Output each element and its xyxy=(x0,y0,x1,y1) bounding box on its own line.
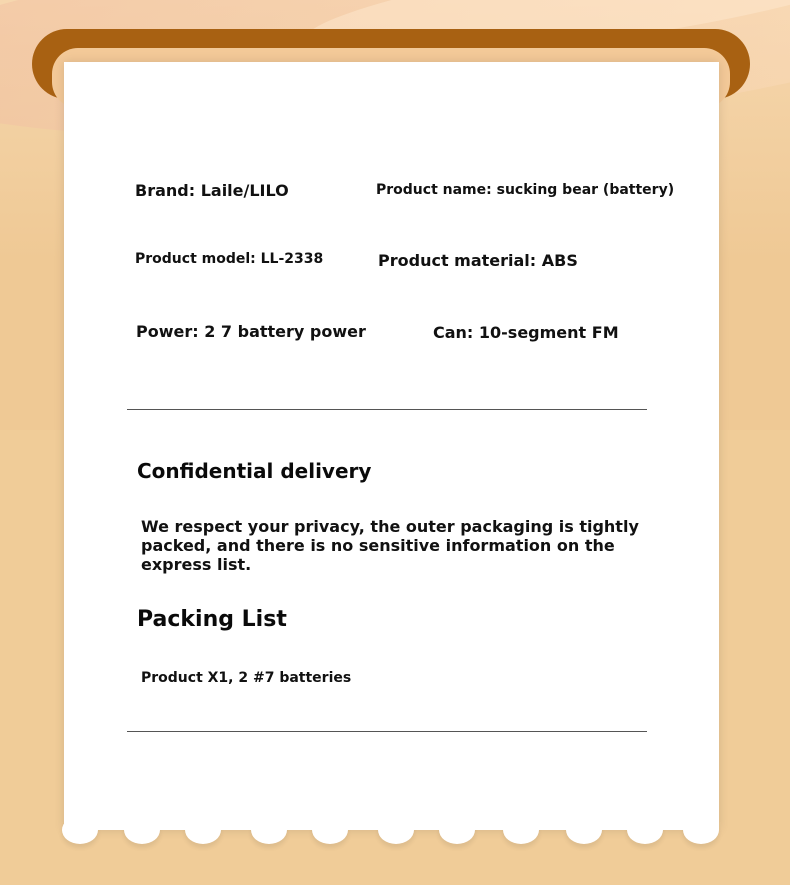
spec-product-name: Product name: sucking bear (battery) xyxy=(376,182,675,198)
spec-card xyxy=(64,62,719,830)
spec-can: Can: 10-segment FM xyxy=(433,323,619,342)
packing-heading: Packing List xyxy=(137,607,287,632)
spec-product-model: Product model: LL-2338 xyxy=(135,251,324,267)
spec-product-material: Product material: ABS xyxy=(378,251,578,270)
confidential-text: We respect your privacy, the outer packaging is tightly packed, and there is no sensitive information on the express list. xyxy=(141,517,639,574)
packing-text: Product X1, 2 #7 batteries xyxy=(141,670,352,686)
spec-brand: Brand: Laile/LILO xyxy=(135,181,289,200)
card-bottom-edge xyxy=(64,810,719,830)
spec-power: Power: 2 7 battery power xyxy=(136,322,366,341)
divider-bottom xyxy=(127,731,647,732)
divider-top xyxy=(127,409,647,410)
confidential-heading: Confidential delivery xyxy=(137,459,372,483)
